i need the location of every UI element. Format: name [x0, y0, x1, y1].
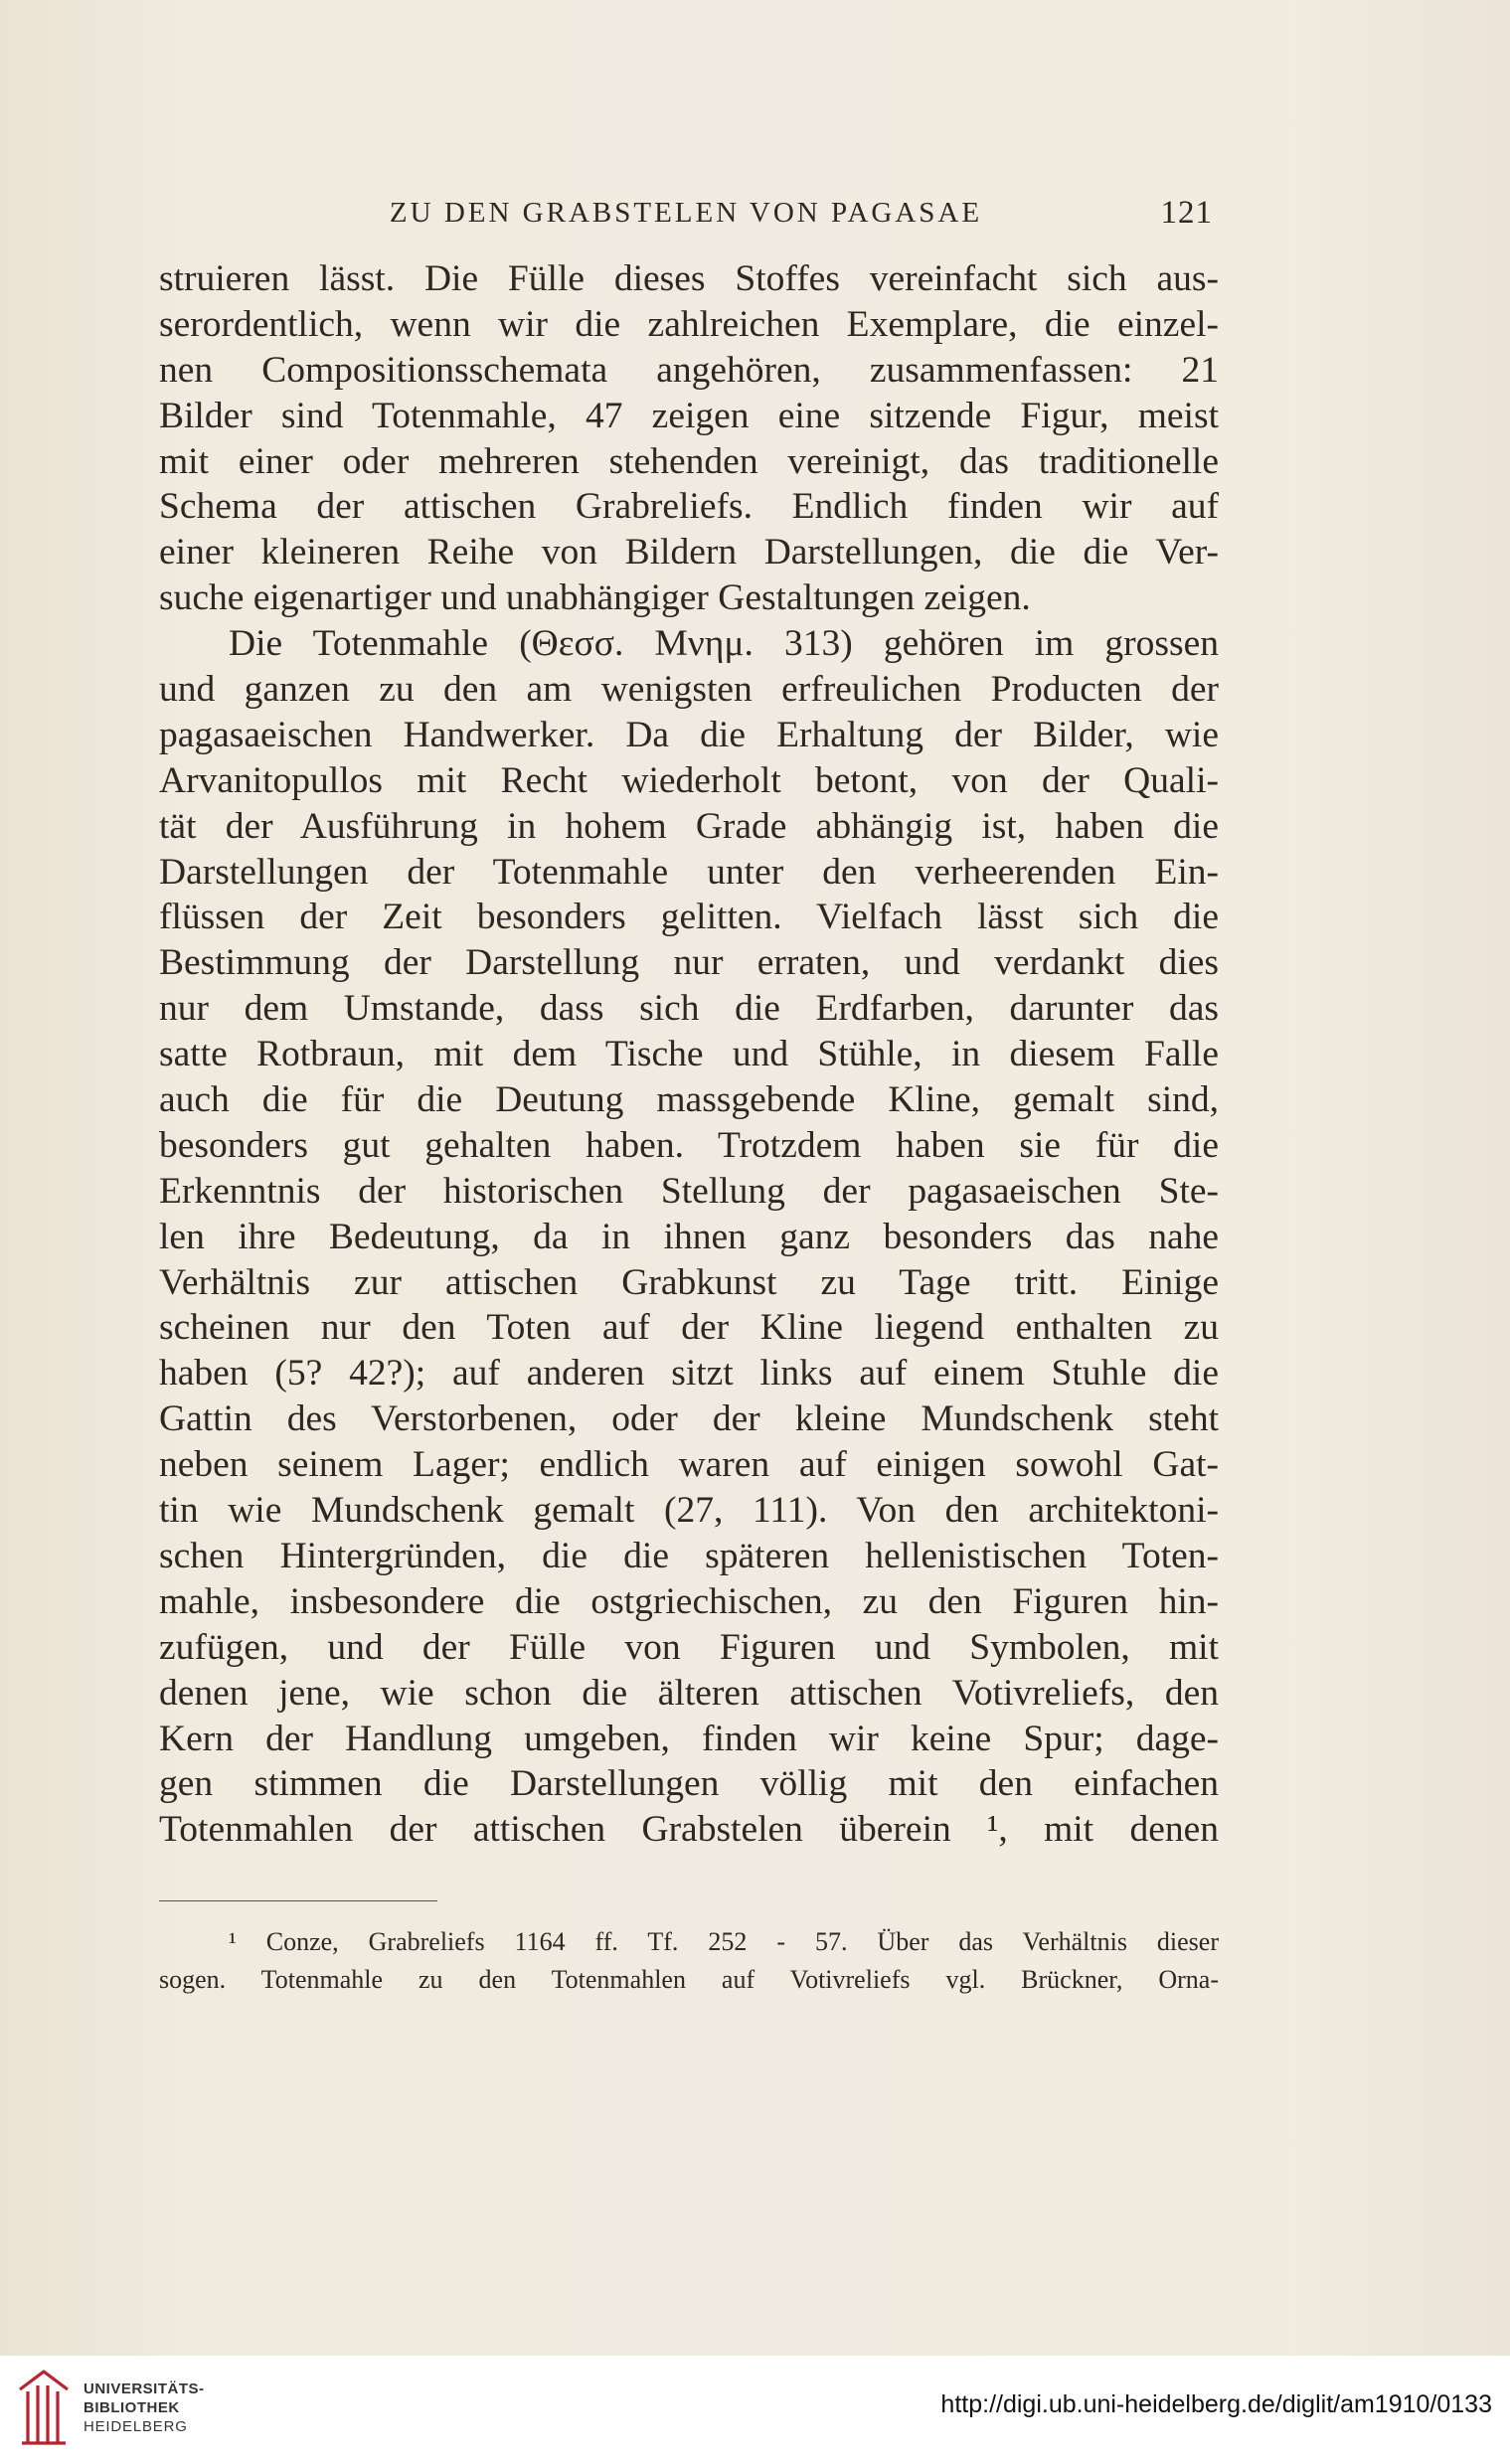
text-line: Kern der Handlung umgeben, finden wir keine Spur; dage-: [159, 1718, 1219, 1759]
text-line: zufügen, und der Fülle von Figuren und Symbolen, mit: [159, 1626, 1219, 1668]
text-line: suche eigenartiger und unabhängiger Gestaltungen zeigen.: [159, 577, 1031, 619]
text-line: struieren lässt. Die Fülle dieses Stoffes vereinfacht sich aus-: [159, 258, 1219, 299]
text-line: Bilder sind Totenmahle, 47 zeigen eine sitzende Figur, meist: [159, 395, 1219, 436]
library-name-line2: BIBLIOTHEK: [84, 2399, 180, 2416]
text-line: Schema der attischen Grabreliefs. Endlich finden wir auf: [159, 486, 1219, 528]
text-line: auch die für die Deutung massgebende Kline, gemalt sind,: [159, 1079, 1219, 1121]
body-text: [159, 256, 1219, 1853]
text-line: neben seinem Lager; endlich waren auf einigen sowohl Gat-: [159, 1444, 1219, 1486]
text-line: nen Compositionsschemata angehören, zusammenfassen: 21: [159, 349, 1219, 391]
text-line: len ihre Bedeutung, da in ihnen ganz besonders das nahe: [159, 1216, 1219, 1257]
text-line: Erkenntnis der historischen Stellung der pagasaeischen Ste-: [159, 1170, 1219, 1212]
running-title: ZU DEN GRABSTELEN VON PAGASAE: [389, 197, 983, 229]
text-line: gen stimmen die Darstellungen völlig mit den einfachen: [159, 1763, 1219, 1805]
text-line: besonders gut gehalten haben. Trotzdem haben sie für die: [159, 1124, 1219, 1166]
source-url-link[interactable]: http://digi.ub.uni-heidelberg.de/diglit/am1910/0133: [940, 2390, 1492, 2418]
text-line: einer kleineren Reihe von Bildern Darstellungen, die die Ver-: [159, 532, 1219, 574]
footnote-divider: [159, 1900, 437, 1901]
library-name: [84, 2380, 205, 2436]
page-number: 121: [1160, 195, 1213, 231]
page-header: [159, 191, 1213, 235]
text-line: scheinen nur den Toten auf der Kline liegend enthalten zu: [159, 1307, 1219, 1349]
text-line: nur dem Umstande, dass sich die Erdfarben, darunter das: [159, 988, 1219, 1030]
library-name-line1: UNIVERSITÄTS-: [84, 2381, 205, 2397]
text-line: Arvanitopullos mit Recht wiederholt betont, von der Quali-: [159, 759, 1219, 801]
text-line: Gattin des Verstorbenen, oder der kleine Mundschenk steht: [159, 1398, 1219, 1440]
text-line: pagasaeischen Handwerker. Da die Erhaltung der Bilder, wie: [159, 714, 1219, 755]
text-line: Totenmahlen der attischen Grabstelen überein ¹, mit denen: [159, 1809, 1219, 1851]
footnote-line: sogen. Totenmahle zu den Totenmahlen auf Votivreliefs vgl. Brückner, Orna-: [159, 1965, 1219, 1994]
text-line: denen jene, wie schon die älteren attischen Votivreliefs, den: [159, 1672, 1219, 1714]
text-line: serordentlich, wenn wir die zahlreichen Exemplare, die einzel-: [159, 303, 1219, 345]
text-line: und ganzen zu den am wenigsten erfreulichen Producten der: [159, 669, 1219, 711]
text-line: Darstellungen der Totenmahle unter den verheerenden Ein-: [159, 851, 1219, 893]
text-line: tin wie Mundschenk gemalt (27, 111). Von den architektoni-: [159, 1490, 1219, 1532]
text-line: haben (5? 42?); auf anderen sitzt links auf einem Stuhle die: [159, 1353, 1219, 1395]
library-name-line3: HEIDELBERG: [84, 2418, 188, 2435]
text-line: tät der Ausführung in hohem Grade abhängig ist, haben die: [159, 805, 1219, 847]
text-line: mahle, insbesondere die ostgriechischen, zu den Figuren hin-: [159, 1580, 1219, 1622]
library-logo-icon: [14, 2368, 74, 2447]
text-line: satte Rotbraun, mit dem Tische und Stühle, in diesem Falle: [159, 1034, 1219, 1075]
text-line: flüssen der Zeit besonders gelitten. Vielfach lässt sich die: [159, 897, 1219, 938]
text-line: Die Totenmahle (Θεσσ. Μνημ. 313) gehören im grossen: [229, 623, 1219, 665]
text-line: mit einer oder mehreren stehenden vereinigt, das traditionelle: [159, 440, 1219, 482]
text-line: schen Hintergründen, die die späteren hellenistischen Toten-: [159, 1535, 1219, 1576]
text-line: Bestimmung der Darstellung nur erraten, und verdankt dies: [159, 942, 1219, 984]
footnotes: [159, 1923, 1219, 1999]
text-line: Verhältnis zur attischen Grabkunst zu Tage tritt. Einige: [159, 1261, 1219, 1303]
footnote-line: ¹ Conze, Grabreliefs 1164 ff. Tf. 252 - 57. Über das Verhältnis dieser: [229, 1927, 1219, 1956]
